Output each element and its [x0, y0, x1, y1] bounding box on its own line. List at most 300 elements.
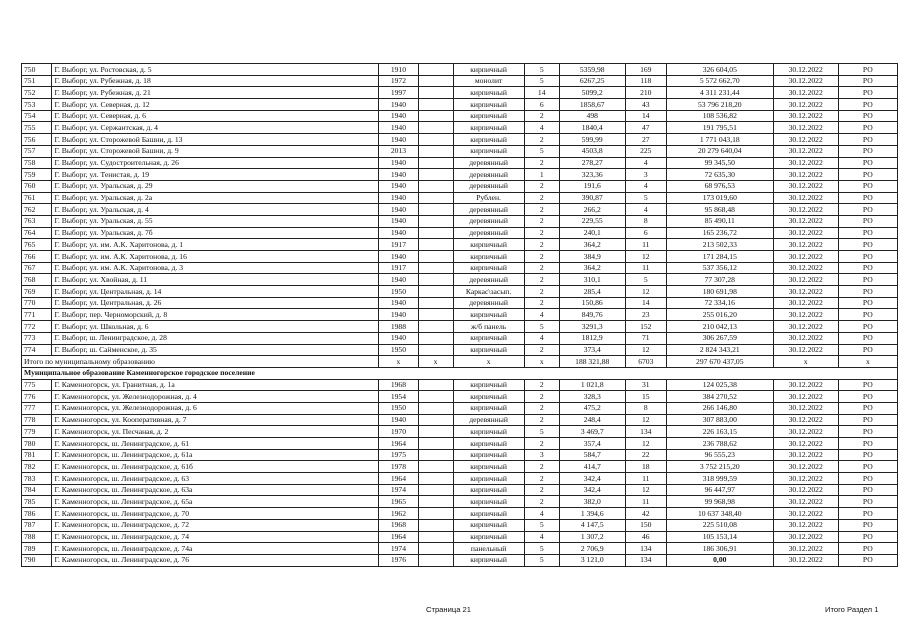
residents-cell: 42 — [625, 508, 666, 520]
year-cell: 1978 — [379, 461, 418, 473]
date-cell: 30.12.2022 — [773, 461, 838, 473]
residents-cell: 150 — [625, 519, 666, 531]
amount-cell: 10 637 348,40 — [666, 508, 773, 520]
method-cell: РО — [838, 204, 897, 216]
material-cell: монолит — [453, 75, 524, 87]
date-cell: 30.12.2022 — [773, 75, 838, 87]
floors-cell: 1 — [524, 169, 559, 181]
date-cell: 30.12.2022 — [773, 122, 838, 134]
table-row — [22, 531, 898, 543]
amount-cell: 124 025,38 — [666, 379, 773, 391]
date-cell: 30.12.2022 — [773, 110, 838, 122]
table-row — [22, 426, 898, 438]
method-cell: РО — [838, 99, 897, 111]
area-cell: 278,27 — [559, 157, 625, 169]
blank-cell — [418, 543, 453, 555]
amount-cell: 3 752 215,20 — [666, 461, 773, 473]
blank-cell — [418, 297, 453, 309]
residents-cell: 3 — [625, 169, 666, 181]
blank-cell — [418, 134, 453, 146]
table-row — [22, 484, 898, 496]
method-cell: РО — [838, 227, 897, 239]
date-cell: 30.12.2022 — [773, 274, 838, 286]
floors-cell: 2 — [524, 496, 559, 508]
rows-vyborg — [22, 64, 898, 356]
blank-cell — [418, 180, 453, 192]
floors-cell: 4 — [524, 122, 559, 134]
area-cell: 240,1 — [559, 227, 625, 239]
area-cell: 3291,3 — [559, 321, 625, 333]
date-cell: 30.12.2022 — [773, 286, 838, 298]
address-cell: Г. Каменногорск, ш. Ленинградское, д. 74 — [52, 531, 379, 543]
residents-cell: 12 — [625, 438, 666, 450]
blank-cell — [418, 251, 453, 263]
row-number-cell: 768 — [22, 274, 52, 286]
blank-cell — [418, 402, 453, 414]
amount-cell: 171 284,15 — [666, 251, 773, 263]
material-cell: деревянный — [453, 414, 524, 426]
material-cell: деревянный — [453, 215, 524, 227]
table-row — [22, 344, 898, 356]
amount-cell: 236 788,62 — [666, 438, 773, 450]
year-cell: 1940 — [379, 332, 418, 344]
table-row — [22, 321, 898, 333]
method-cell: РО — [838, 344, 897, 356]
table-row — [22, 473, 898, 485]
residents-cell: 12 — [625, 414, 666, 426]
year-cell: 1974 — [379, 543, 418, 555]
material-cell: ж/б панель — [453, 321, 524, 333]
blank-cell — [418, 157, 453, 169]
material-cell: кирпичный — [453, 554, 524, 566]
address-cell: Г. Выборг, ул. Центральная, д. 14 — [52, 286, 379, 298]
year-cell: 1970 — [379, 426, 418, 438]
material-cell: кирпичный — [453, 99, 524, 111]
residents-cell: 27 — [625, 134, 666, 146]
material-cell: кирпичный — [453, 391, 524, 403]
amount-cell: 77 307,28 — [666, 274, 773, 286]
area-cell: 384,9 — [559, 251, 625, 263]
amount-cell: 72 334,16 — [666, 297, 773, 309]
blank-cell — [418, 204, 453, 216]
row-number-cell: 762 — [22, 204, 52, 216]
blank-cell — [418, 496, 453, 508]
blank-cell — [418, 87, 453, 99]
year-cell: 1954 — [379, 391, 418, 403]
material-cell: деревянный — [453, 274, 524, 286]
rows-kamennogorsk — [22, 379, 898, 566]
row-number-cell: 789 — [22, 543, 52, 555]
material-cell: кирпичный — [453, 344, 524, 356]
address-cell: Г. Выборг, ул. Школьная, д. 6 — [52, 321, 379, 333]
table-row — [22, 145, 898, 157]
residents-cell: 4 — [625, 180, 666, 192]
table-row — [22, 169, 898, 181]
blank-cell — [418, 473, 453, 485]
floors-cell: 4 — [524, 531, 559, 543]
date-cell: 30.12.2022 — [773, 402, 838, 414]
address-cell: Г. Каменногорск, ул. Железнодорожная, д. 6 — [52, 402, 379, 414]
table-row — [22, 438, 898, 450]
floors-cell: 2 — [524, 251, 559, 263]
floors-cell: 2 — [524, 402, 559, 414]
method-cell: РО — [838, 438, 897, 450]
area-cell: 849,76 — [559, 309, 625, 321]
amount-cell: 4 311 231,44 — [666, 87, 773, 99]
address-cell: Г. Выборг, ул. Тенистая, д. 19 — [52, 169, 379, 181]
date-cell: 30.12.2022 — [773, 309, 838, 321]
method-cell: РО — [838, 122, 897, 134]
date-cell: 30.12.2022 — [773, 134, 838, 146]
material-cell: кирпичный — [453, 531, 524, 543]
table-row — [22, 227, 898, 239]
material-cell: кирпичный — [453, 110, 524, 122]
row-number-cell: 773 — [22, 332, 52, 344]
residents-cell: 12 — [625, 251, 666, 263]
amount-cell: 226 163,15 — [666, 426, 773, 438]
material-cell: деревянный — [453, 157, 524, 169]
table-row — [22, 379, 898, 391]
year-cell: 1968 — [379, 519, 418, 531]
address-cell: Г. Каменногорск, ш. Ленинградское, д. 63 — [52, 473, 379, 485]
date-cell: 30.12.2022 — [773, 192, 838, 204]
method-cell: РО — [838, 473, 897, 485]
area-cell: 323,36 — [559, 169, 625, 181]
method-cell: РО — [838, 75, 897, 87]
material-cell: Каркас\засып. — [453, 286, 524, 298]
area-cell: 191,6 — [559, 180, 625, 192]
method-cell: РО — [838, 391, 897, 403]
residents-cell: 47 — [625, 122, 666, 134]
row-number-cell: 784 — [22, 484, 52, 496]
material-cell: кирпичный — [453, 145, 524, 157]
row-number-cell: 753 — [22, 99, 52, 111]
material-cell: панельный — [453, 543, 524, 555]
year-cell: 1940 — [379, 157, 418, 169]
method-cell: РО — [838, 554, 897, 566]
area-cell: 150,86 — [559, 297, 625, 309]
row-number-cell: 776 — [22, 391, 52, 403]
table-row — [22, 64, 898, 76]
area-cell: 342,4 — [559, 484, 625, 496]
blank-cell — [418, 215, 453, 227]
area-cell: 498 — [559, 110, 625, 122]
area-cell: 1 307,2 — [559, 531, 625, 543]
year-cell: 1940 — [379, 215, 418, 227]
area-cell: 382,0 — [559, 496, 625, 508]
date-cell: 30.12.2022 — [773, 449, 838, 461]
blank-cell — [418, 554, 453, 566]
municipality-header: Муниципальное образование Каменногорское городское поселение — [22, 367, 898, 379]
method-cell: РО — [838, 484, 897, 496]
date-cell: 30.12.2022 — [773, 262, 838, 274]
material-cell: деревянный — [453, 169, 524, 181]
amount-cell: 53 796 218,20 — [666, 99, 773, 111]
amount-cell: 99 345,50 — [666, 157, 773, 169]
year-cell: 1976 — [379, 554, 418, 566]
row-number-cell: 759 — [22, 169, 52, 181]
area-cell: 5359,98 — [559, 64, 625, 76]
amount-cell: 266 146,80 — [666, 402, 773, 414]
table-row — [22, 297, 898, 309]
residents-cell: 11 — [625, 239, 666, 251]
total-residents: 6703 — [625, 356, 666, 368]
area-cell: 3 121,0 — [559, 554, 625, 566]
method-cell: РО — [838, 402, 897, 414]
floors-cell: 14 — [524, 87, 559, 99]
address-cell: Г. Выборг, ул. им. А.К. Харитонова, д. 16 — [52, 251, 379, 263]
residents-cell: 210 — [625, 87, 666, 99]
residents-cell: 5 — [625, 192, 666, 204]
floors-cell: 2 — [524, 262, 559, 274]
date-cell: 30.12.2022 — [773, 321, 838, 333]
address-cell: Г. Каменногорск, ш. Ленинградское, д. 72 — [52, 519, 379, 531]
date-cell: 30.12.2022 — [773, 554, 838, 566]
date-cell: 30.12.2022 — [773, 426, 838, 438]
date-cell: 30.12.2022 — [773, 204, 838, 216]
material-cell: кирпичный — [453, 402, 524, 414]
method-cell: РО — [838, 531, 897, 543]
amount-cell: 0,00 — [666, 554, 773, 566]
year-cell: 2013 — [379, 145, 418, 157]
address-cell: Г. Каменногорск, ш. Ленинградское, д. 76 — [52, 554, 379, 566]
area-cell: 373,4 — [559, 344, 625, 356]
row-number-cell: 786 — [22, 508, 52, 520]
floors-cell: 2 — [524, 239, 559, 251]
table-row — [22, 87, 898, 99]
table-row — [22, 274, 898, 286]
method-cell: РО — [838, 180, 897, 192]
area-cell: 248,4 — [559, 414, 625, 426]
material-cell: кирпичный — [453, 484, 524, 496]
year-cell: 1940 — [379, 309, 418, 321]
amount-cell: 105 153,14 — [666, 531, 773, 543]
date-cell: 30.12.2022 — [773, 145, 838, 157]
year-cell: 1940 — [379, 251, 418, 263]
area-cell: 364,2 — [559, 262, 625, 274]
address-cell: Г. Выборг, ул. Уральская, д. 7б — [52, 227, 379, 239]
area-cell: 1840,4 — [559, 122, 625, 134]
material-cell: кирпичный — [453, 134, 524, 146]
method-cell: РО — [838, 215, 897, 227]
address-cell: Г. Выборг, ш. Сайменское, д. 35 — [52, 344, 379, 356]
table-row — [22, 286, 898, 298]
material-cell: кирпичный — [453, 508, 524, 520]
year-cell: 1972 — [379, 75, 418, 87]
row-number-cell: 782 — [22, 461, 52, 473]
address-cell: Г. Выборг, ул. Судостроительная, д. 26 — [52, 157, 379, 169]
blank-cell — [418, 274, 453, 286]
address-cell: Г. Выборг, ул. Уральская, д. 55 — [52, 215, 379, 227]
floors-cell: 2 — [524, 215, 559, 227]
blank-cell — [418, 227, 453, 239]
material-cell: деревянный — [453, 227, 524, 239]
floors-cell: 6 — [524, 99, 559, 111]
residents-cell: 6 — [625, 227, 666, 239]
method-cell: РО — [838, 461, 897, 473]
residents-cell: 14 — [625, 297, 666, 309]
method-cell: РО — [838, 496, 897, 508]
blank-cell — [418, 262, 453, 274]
amount-cell: 307 883,00 — [666, 414, 773, 426]
floors-cell: 5 — [524, 145, 559, 157]
method-cell: РО — [838, 262, 897, 274]
area-cell: 229,55 — [559, 215, 625, 227]
residents-cell: 18 — [625, 461, 666, 473]
method-cell: РО — [838, 192, 897, 204]
method-cell: РО — [838, 251, 897, 263]
area-cell: 584,7 — [559, 449, 625, 461]
blank-cell — [418, 145, 453, 157]
total-blank: x — [418, 356, 453, 368]
table-row — [22, 461, 898, 473]
year-cell: 1962 — [379, 508, 418, 520]
date-cell: 30.12.2022 — [773, 496, 838, 508]
address-cell: Г. Выборг, ул. Ростовская, д. 5 — [52, 64, 379, 76]
date-cell: 30.12.2022 — [773, 519, 838, 531]
amount-cell: 213 502,33 — [666, 239, 773, 251]
method-cell: РО — [838, 332, 897, 344]
area-cell: 5099,2 — [559, 87, 625, 99]
residents-cell: 11 — [625, 473, 666, 485]
year-cell: 1940 — [379, 110, 418, 122]
year-cell: 1940 — [379, 99, 418, 111]
floors-cell: 5 — [524, 519, 559, 531]
address-cell: Г. Каменногорск, ул. Кооперативная, д. 7 — [52, 414, 379, 426]
floors-cell: 2 — [524, 391, 559, 403]
material-cell: деревянный — [453, 204, 524, 216]
material-cell: кирпичный — [453, 379, 524, 391]
area-cell: 1812,9 — [559, 332, 625, 344]
amount-cell: 96 447,97 — [666, 484, 773, 496]
date-cell: 30.12.2022 — [773, 239, 838, 251]
amount-cell: 255 016,20 — [666, 309, 773, 321]
amount-cell: 5 572 662,70 — [666, 75, 773, 87]
row-number-cell: 764 — [22, 227, 52, 239]
row-number-cell: 751 — [22, 75, 52, 87]
row-number-cell: 769 — [22, 286, 52, 298]
blank-cell — [418, 379, 453, 391]
area-cell: 4503,8 — [559, 145, 625, 157]
method-cell: РО — [838, 414, 897, 426]
municipality-header-row — [22, 367, 898, 379]
amount-cell: 2 824 343,21 — [666, 344, 773, 356]
year-cell: 1940 — [379, 134, 418, 146]
address-cell: Г. Выборг, ул. Северная, д. 12 — [52, 99, 379, 111]
row-number-cell: 785 — [22, 496, 52, 508]
material-cell: кирпичный — [453, 519, 524, 531]
area-cell: 6267,25 — [559, 75, 625, 87]
amount-cell: 72 635,30 — [666, 169, 773, 181]
table-row — [22, 180, 898, 192]
blank-cell — [418, 64, 453, 76]
row-number-cell: 760 — [22, 180, 52, 192]
residents-cell: 169 — [625, 64, 666, 76]
amount-cell: 20 279 640,04 — [666, 145, 773, 157]
date-cell: 30.12.2022 — [773, 414, 838, 426]
row-number-cell: 777 — [22, 402, 52, 414]
date-cell: 30.12.2022 — [773, 438, 838, 450]
amount-cell: 108 536,82 — [666, 110, 773, 122]
residents-cell: 134 — [625, 554, 666, 566]
floors-cell: 5 — [524, 75, 559, 87]
residents-cell: 43 — [625, 99, 666, 111]
table-row — [22, 391, 898, 403]
amount-cell: 318 999,59 — [666, 473, 773, 485]
date-cell: 30.12.2022 — [773, 473, 838, 485]
blank-cell — [418, 309, 453, 321]
method-cell: РО — [838, 64, 897, 76]
floors-cell: 2 — [524, 227, 559, 239]
floors-cell: 2 — [524, 344, 559, 356]
method-cell: РО — [838, 519, 897, 531]
material-cell: кирпичный — [453, 473, 524, 485]
area-cell: 357,4 — [559, 438, 625, 450]
area-cell: 390,87 — [559, 192, 625, 204]
row-number-cell: 754 — [22, 110, 52, 122]
residents-cell: 134 — [625, 543, 666, 555]
blank-cell — [418, 414, 453, 426]
amount-cell: 173 019,60 — [666, 192, 773, 204]
year-cell: 1965 — [379, 496, 418, 508]
address-cell: Г. Каменногорск, ул. Железнодорожная, д. 4 — [52, 391, 379, 403]
blank-cell — [418, 449, 453, 461]
year-cell: 1940 — [379, 180, 418, 192]
row-number-cell: 756 — [22, 134, 52, 146]
area-cell: 1 021,8 — [559, 379, 625, 391]
total-floors: x — [524, 356, 559, 368]
area-cell: 414,7 — [559, 461, 625, 473]
floors-cell: 2 — [524, 274, 559, 286]
total-area: 188 321,88 — [559, 356, 625, 368]
total-year: x — [379, 356, 418, 368]
table-row — [22, 332, 898, 344]
address-cell: Г. Выборг, ул. Центральная, д. 26 — [52, 297, 379, 309]
material-cell: кирпичный — [453, 461, 524, 473]
method-cell: РО — [838, 309, 897, 321]
table-row — [22, 110, 898, 122]
table-row — [22, 75, 898, 87]
floors-cell: 2 — [524, 414, 559, 426]
material-cell: кирпичный — [453, 87, 524, 99]
residents-cell: 8 — [625, 215, 666, 227]
total-row — [22, 356, 898, 368]
residents-cell: 134 — [625, 426, 666, 438]
amount-cell: 165 236,72 — [666, 227, 773, 239]
area-cell: 364,2 — [559, 239, 625, 251]
material-cell: деревянный — [453, 180, 524, 192]
area-cell: 3 469,7 — [559, 426, 625, 438]
date-cell: 30.12.2022 — [773, 508, 838, 520]
floors-cell: 2 — [524, 204, 559, 216]
method-cell: РО — [838, 157, 897, 169]
address-cell: Г. Выборг, ул. Уральская, д. 4 — [52, 204, 379, 216]
floors-cell: 2 — [524, 379, 559, 391]
table-row — [22, 496, 898, 508]
blank-cell — [418, 110, 453, 122]
area-cell: 285,4 — [559, 286, 625, 298]
row-number-cell: 775 — [22, 379, 52, 391]
material-cell: кирпичный — [453, 64, 524, 76]
area-cell: 266,2 — [559, 204, 625, 216]
total-material: x — [453, 356, 524, 368]
floors-cell: 2 — [524, 157, 559, 169]
floors-cell: 2 — [524, 484, 559, 496]
page-number: Страница 21 — [426, 605, 471, 614]
date-cell: 30.12.2022 — [773, 531, 838, 543]
residents-cell: 12 — [625, 286, 666, 298]
blank-cell — [418, 75, 453, 87]
